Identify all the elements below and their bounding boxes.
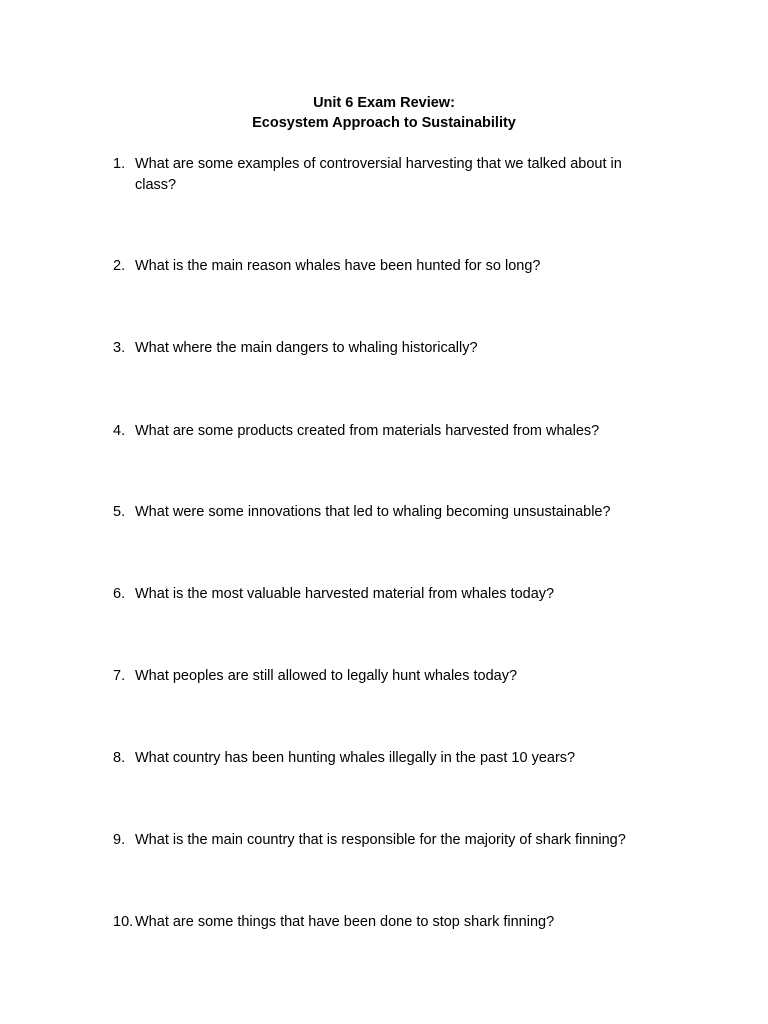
question-number: 7. [113,668,126,684]
question-text: What is the main country that is responsible for the majority of shark finning? [135,832,626,848]
question-number: 4. [113,423,126,439]
question-text: What where the main dangers to whaling historically? [135,340,478,356]
question-number: 8. [113,750,126,766]
question-text: What country has been hunting whales illegally in the past 10 years? [135,750,576,766]
question-number: 10. [113,914,134,930]
question-item-9 [113,830,658,851]
title-line-1: Unit 6 Exam Review: [313,95,455,111]
question-number: 9. [113,832,126,848]
question-item-1 [113,154,658,196]
title-line-2: Ecosystem Approach to Sustainability [252,115,516,131]
question-item-10 [113,912,658,933]
question-item-5 [113,502,658,523]
question-text: What are some products created from materials harvested from whales? [135,423,600,439]
question-text: What were some innovations that led to whaling becoming unsustainable? [135,504,611,520]
question-text: What are some things that have been done to stop shark finning? [135,914,555,930]
question-item-3 [113,338,658,359]
question-item-8 [113,748,658,769]
question-text: What peoples are still allowed to legally hunt whales today? [135,668,518,684]
question-text: What is the most valuable harvested material from whales today? [135,586,555,602]
question-text: What is the main reason whales have been hunted for so long? [135,258,541,274]
page-title [0,93,768,133]
question-item-6 [113,584,658,605]
question-number: 2. [113,258,126,274]
question-number: 1. [113,156,126,172]
question-number: 5. [113,504,126,520]
question-item-7 [113,666,658,687]
question-item-4 [113,421,658,442]
question-text: What are some examples of controversial harvesting that we talked about in class? [135,156,622,193]
question-number: 6. [113,586,126,602]
question-item-2 [113,256,658,277]
question-number: 3. [113,340,126,356]
